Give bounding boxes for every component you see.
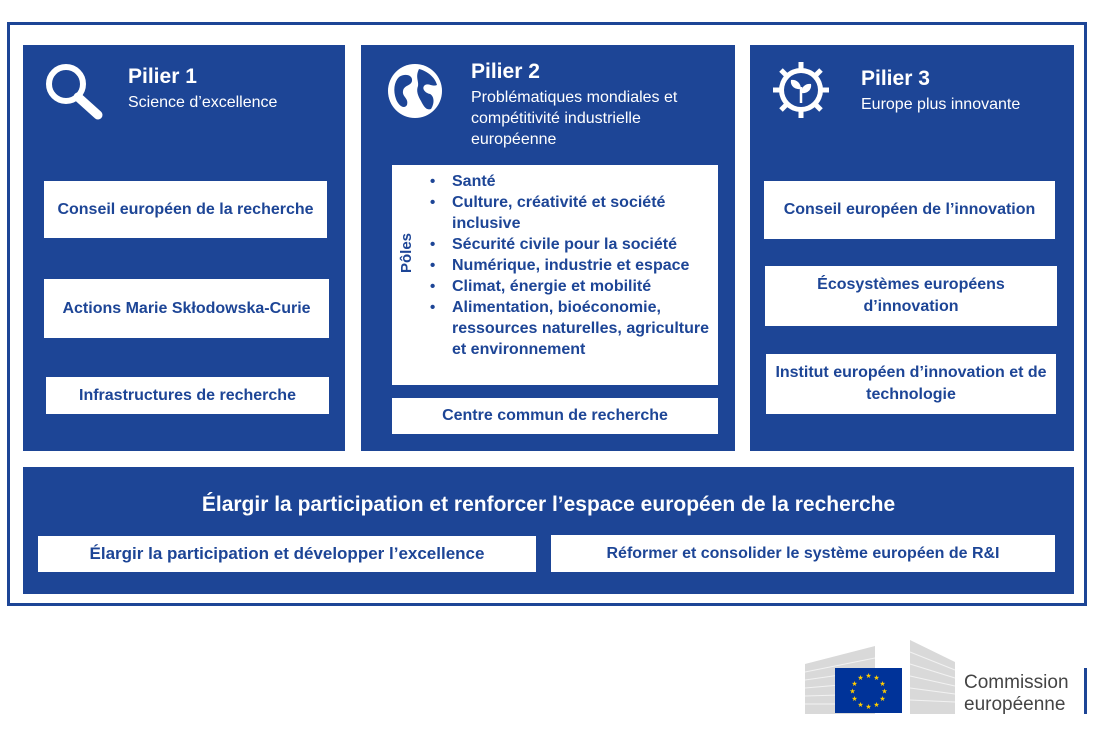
clusters-box	[392, 165, 718, 385]
logo-line-2: européenne	[964, 694, 1066, 715]
pillar-3-subtitle: Europe plus innovante	[861, 96, 1021, 113]
clusters-list	[428, 171, 710, 360]
svg-text:★: ★	[873, 701, 880, 709]
pillar-2-box-jrc: Centre commun de recherche	[392, 398, 718, 434]
svg-text:★: ★	[851, 680, 858, 688]
cluster-item: • Climat, énergie et mobilité	[428, 276, 710, 297]
svg-text:★: ★	[857, 701, 864, 709]
widening-box-excellence: Élargir la participation et développer l’excellence	[38, 536, 536, 572]
pillar-2-title: Pilier 2	[471, 60, 540, 83]
logo-text	[964, 672, 1069, 716]
widening-title: Élargir la participation et renforcer l’espace européen de la recherche	[201, 493, 896, 516]
widening-box-reform: Réformer et consolider le système européen de R&I	[551, 535, 1055, 572]
eu-flag-icon	[835, 668, 902, 713]
svg-text:★: ★	[881, 687, 888, 696]
widening-section	[23, 467, 1074, 594]
svg-text:★: ★	[865, 703, 872, 711]
svg-text:★: ★	[857, 674, 864, 682]
svg-text:★: ★	[865, 672, 872, 680]
logo-bar	[1084, 668, 1087, 714]
svg-text:★: ★	[873, 674, 880, 682]
pillar-3-title: Pilier 3	[861, 67, 930, 90]
magnifier-icon	[43, 61, 105, 123]
globe-icon	[385, 61, 445, 121]
pillar-1-box-infrastructures: Infrastructures de recherche	[46, 377, 329, 414]
pillar-1-title: Pilier 1	[128, 65, 197, 88]
pillar-3-box-eit: Institut européen d’innovation et de technologie	[766, 354, 1056, 414]
clusters-label: Pôles	[398, 232, 415, 273]
pillar-1-box-msca: Actions Marie Skłodowska-Curie	[44, 279, 329, 338]
svg-text:★: ★	[879, 680, 886, 688]
gear-plant-icon	[770, 59, 832, 121]
pillar-3-box-ecosystems: Écosystèmes européens d’innovation	[765, 266, 1057, 326]
svg-text:★: ★	[851, 695, 858, 703]
pillar-1-box-erc: Conseil européen de la recherche	[44, 181, 327, 238]
cluster-item: • Alimentation, bioéconomie, ressources naturelles, agriculture et environnement	[428, 297, 710, 360]
pillar-1-subtitle: Science d’excellence	[128, 94, 278, 111]
pillar-2-subtitle: Problématiques mondiales et compétitivité industrielle européenne	[471, 89, 678, 148]
svg-text:★: ★	[849, 687, 856, 696]
logo-line-1: Commission	[964, 672, 1069, 693]
cluster-item: • Santé	[428, 171, 710, 192]
cluster-item: • Sécurité civile pour la société	[428, 234, 710, 255]
svg-text:★: ★	[879, 695, 886, 703]
cluster-item: • Culture, créativité et société inclusive	[428, 192, 710, 234]
pillar-3-box-eic: Conseil européen de l’innovation	[764, 181, 1055, 239]
cluster-item: • Numérique, industrie et espace	[428, 255, 710, 276]
